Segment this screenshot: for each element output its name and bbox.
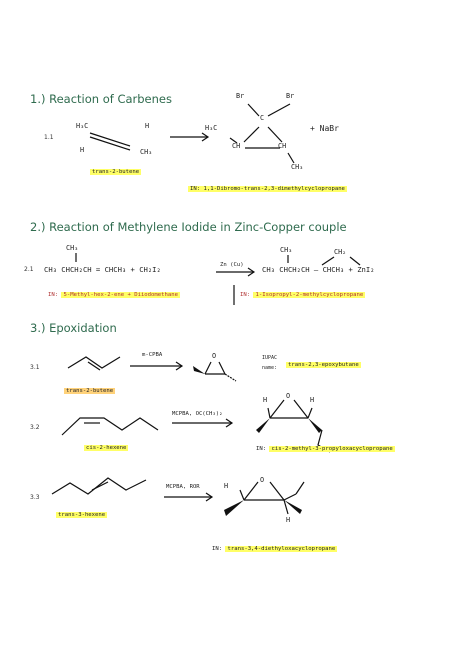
trans-3-hexene-structure [52, 478, 146, 494]
product-name-3-2: IN: cis-2-methyl-3-propyloxacyclopropane [256, 446, 393, 452]
product-h3c: H₃C [205, 124, 218, 132]
h-right-3-2: H [310, 396, 315, 404]
reactant-name-1-1: trans-2-butene [92, 169, 140, 175]
reactant-name-3-2: cis-2-hexene [86, 445, 127, 451]
reaction-arrow-3-2 [172, 419, 232, 427]
names-2-1: IN: 5-Methyl-hex-2-ene + Diiodomethane [48, 292, 178, 298]
reactant-h-top: H [145, 122, 150, 130]
cyclopropane-product-1-1 [230, 104, 294, 163]
reaction-number-3-2: 3.2 [30, 424, 40, 431]
reaction-number-2-1: 2.1 [24, 266, 34, 273]
central-carbon: C [260, 114, 265, 122]
reaction-arrow-3-1 [130, 362, 182, 370]
condition-zn-cu: Zn (Cu) [220, 262, 244, 268]
bromine-1: Br [236, 92, 245, 100]
reaction-arrow-3-3 [164, 493, 212, 501]
iupac-label-3-1: IUPAC [262, 355, 278, 361]
epoxide-oxygen-3-3: O [260, 476, 265, 484]
product-name-2-1: IN: 1-Isopropyl-2-methylcyclopropane [240, 292, 364, 298]
reactant-h3c: H₃C [76, 122, 89, 130]
product-ch-right: CH [278, 142, 287, 150]
reactant-ch3-branch: CH₃ [66, 244, 79, 252]
cis-2-hexene-structure [62, 418, 158, 435]
h-right-3-3: H [286, 516, 291, 524]
name-label-3-1: name: [262, 365, 278, 371]
reagent-mcpba: m-CPBA [142, 352, 163, 358]
product-ch3: CH₃ [291, 163, 304, 171]
reaction-number-1-1: 1.1 [44, 134, 54, 141]
reactant-name-3-3: trans-3-hexene [58, 512, 106, 518]
product-ch3-branch: CH₃ [280, 246, 293, 254]
product-ch2-ring: CH₂ [334, 248, 347, 256]
reactant-formula-2-1: CH₃ CHCH₂CH = CHCH₃ + CH₂I₂ [44, 265, 161, 274]
epoxide-product-3-3 [224, 482, 304, 516]
reactant-name-3-1: trans-2-butene [66, 388, 114, 394]
epoxide-product-3-2 [256, 400, 330, 452]
iupac-name-1-1: IN: 1,1-Dibromo-trans-2,3-dimethylcyclopropane [190, 186, 345, 192]
product-formula-2-1: CH₃ CHCH₂CH — CHCH₃ + ZnI₂ [262, 265, 375, 274]
reagent-mcpba-acetone: MCPBA, OC(CH₃)₂ [172, 411, 223, 417]
h-left-3-2: H [263, 396, 268, 404]
product-name-3-1: trans-2,3-epoxybutane [288, 362, 359, 368]
bromine-2: Br [286, 92, 295, 100]
trans-2-butene-structure-1 [90, 133, 130, 150]
epoxide-oxygen-3-1: O [212, 352, 217, 360]
reaction-arrow-2-1 [216, 268, 254, 276]
reagent-mcpba-ror: MCPBA, ROR [166, 484, 200, 490]
reaction-number-3-1: 3.1 [30, 364, 40, 371]
byproduct-nabr: + NaBr [310, 124, 339, 133]
product-ch-left: CH [232, 142, 241, 150]
reaction-arrow-1-1 [170, 133, 208, 141]
section-heading-epoxidation: 3.) Epoxidation [30, 321, 117, 335]
reaction-number-3-3: 3.3 [30, 494, 40, 501]
product-name-3-3: IN: trans-3,4-diethyloxacyclopropane [212, 546, 336, 552]
h-left-3-3: H [224, 482, 229, 490]
reactant-ch3: CH₃ [140, 148, 153, 156]
reactant-h-left: H [80, 146, 85, 154]
section-heading-carbenes: 1.) Reaction of Carbenes [30, 92, 172, 106]
epoxide-product-3-1 [193, 362, 236, 381]
trans-2-butene-structure-3-1 [68, 357, 120, 370]
epoxide-oxygen-3-2: O [286, 392, 291, 400]
section-heading-methylene: 2.) Reaction of Methylene Iodide in Zinc-Copper couple [30, 220, 347, 234]
